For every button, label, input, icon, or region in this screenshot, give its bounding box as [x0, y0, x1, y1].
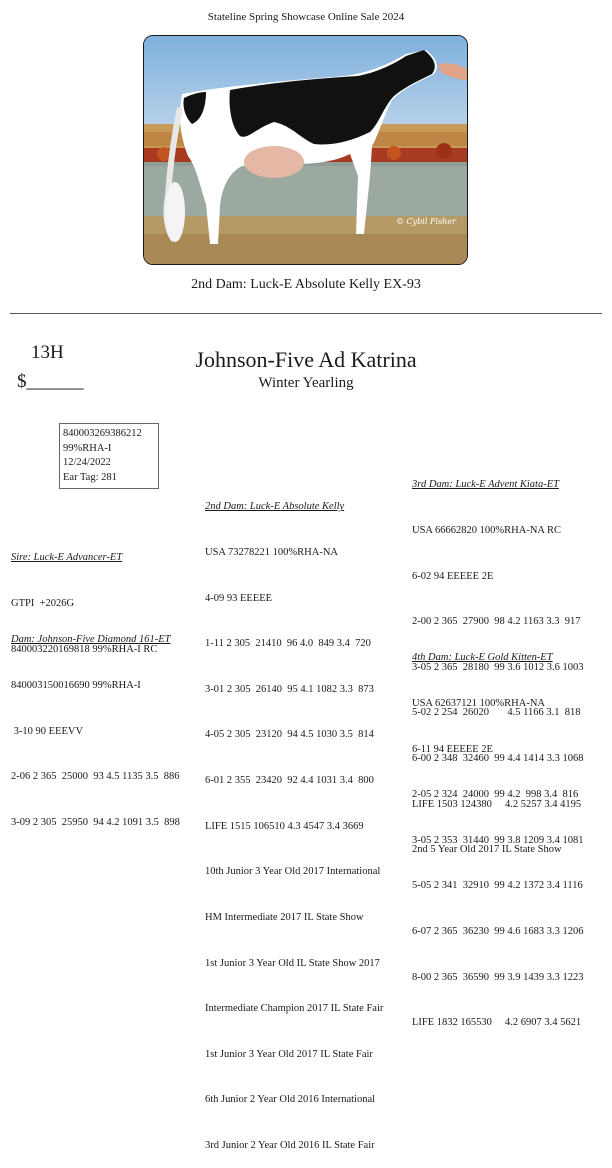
- pedigree-line: 6-00 2 348 32460 99 4.4 1414 3.3 1068: [412, 753, 584, 765]
- pedigree-line: 1st Junior 3 Year Old 2017 IL State Fair: [205, 1048, 373, 1060]
- pedigree-line: 6th Junior 2 Year Old 2016 International: [205, 1094, 376, 1106]
- pedigree-line: 2nd 5 Year Old 2017 IL State Show: [412, 844, 562, 856]
- pedigree-line: 3-05 2 365 28180 99 3.6 1012 3.6 1003: [412, 661, 584, 673]
- pedigree-line: 2-05 2 324 24000 99 4.2 998 3.4 816: [412, 789, 579, 801]
- sale-title: Stateline Spring Showcase Online Sale 2024: [207, 11, 405, 23]
- pedigree-line: 4-05 2 305 23120 94 4.5 1030 3.5 814: [205, 729, 374, 741]
- photo-caption: 2nd Dam: Luck-E Absolute Kelly EX-93: [191, 277, 421, 292]
- pedigree-line: USA 62637121 100%RHA-NA: [412, 698, 546, 710]
- pedigree-line: USA 73278221 100%RHA-NA: [205, 547, 339, 559]
- dam-heading: Dam: Johnson-Five Diamond 161-ET: [11, 634, 171, 646]
- pedigree-line: 5-05 2 341 32910 99 4.2 1372 3.4 1116: [412, 880, 583, 892]
- animal-class: Winter Yearling: [258, 375, 354, 391]
- lot-number: 13H: [31, 342, 64, 363]
- second-dam-heading: 2nd Dam: Luck-E Absolute Kelly: [205, 501, 345, 513]
- pedigree-line: 1st Junior 3 Year Old IL State Show 2017: [205, 957, 380, 969]
- birth-date: 12/24/2022: [63, 457, 111, 468]
- pedigree-line: LIFE 1832 165530 4.2 6907 3.4 5621: [412, 1017, 582, 1029]
- pedigree-line: LIFE 1515 106510 4.3 4547 3.4 3669: [205, 820, 364, 832]
- pedigree-line: 4-09 93 EEEEE: [205, 592, 273, 604]
- price-blank: $______: [17, 371, 84, 392]
- third-dam-heading: 3rd Dam: Luck-E Advent Kiata-ET: [412, 479, 559, 491]
- breed-percentage: 99%RHA-I: [63, 442, 112, 454]
- registration-number: 840003269386212: [63, 428, 142, 439]
- pedigree-line: 2-00 2 365 27900 98 4.2 1163 3.3 917: [412, 616, 581, 628]
- pedigree-line: 6-02 94 EEEEE 2E: [412, 570, 494, 582]
- pedigree-line: Intermediate Champion 2017 IL State Fair: [205, 1003, 384, 1015]
- pedigree-line: 3-05 2 353 31440 99 3.8 1209 3.4 1081: [412, 834, 584, 846]
- fourth-dam-block: [412, 620, 584, 1046]
- pedigree-line: 3rd Junior 2 Year Old 2016 IL State Fair: [205, 1139, 375, 1151]
- section-divider: [10, 313, 602, 314]
- ear-tag: Ear Tag: 281: [63, 471, 117, 483]
- pedigree-line: 1-11 2 305 21410 96 4.0 849 3.4 720: [205, 638, 371, 650]
- id-box: [59, 423, 159, 489]
- fourth-dam-heading: 4th Dam: Luck-E Gold Kitten-ET: [412, 652, 553, 664]
- pedigree-line: 840003220169818 99%RHA-I RC: [11, 643, 158, 655]
- pedigree-line: USA 66662820 100%RHA-NA RC: [412, 525, 562, 537]
- pedigree-line: LIFE 1503 124380 4.2 5257 3.4 4195: [412, 798, 582, 810]
- pedigree-line: 8-00 2 365 36590 99 3.9 1439 3.3 1223: [412, 971, 584, 983]
- pedigree-line: 6-11 94 EEEEE 2E: [412, 743, 493, 755]
- pedigree-line: 2-06 2 365 25000 93 4.5 1135 3.5 886: [11, 771, 180, 783]
- pedigree-line: 3-10 90 EEEVV: [11, 725, 84, 737]
- dam-block: [11, 602, 180, 845]
- animal-name: Johnson-Five Ad Katrina: [195, 347, 417, 372]
- pedigree-line: 5-02 2 254 26020 4.5 1166 3.1 818: [412, 707, 581, 719]
- photo-watermark: © Cybil Fisher: [396, 217, 456, 226]
- pedigree-line: 3-09 2 305 25950 94 4.2 1091 3.5 898: [11, 816, 180, 828]
- pedigree-line: 6-01 2 355 23420 92 4.4 1031 3.4 800: [205, 775, 374, 787]
- second-dam-block: [205, 469, 383, 1168]
- pedigree-line: GTPI +2026G: [11, 598, 75, 610]
- sire-heading: Sire: Luck-E Advancer-ET: [11, 552, 123, 564]
- pedigree-line: 3-01 2 305 26140 95 4.1 1082 3.3 873: [205, 683, 374, 695]
- pedigree-line: 6-07 2 365 36230 99 4.6 1683 3.3 1206: [412, 926, 584, 938]
- pedigree-line: 10th Junior 3 Year Old 2017 International: [205, 866, 381, 878]
- pedigree-line: HM Intermediate 2017 IL State Show: [205, 911, 364, 923]
- cow-photo: [143, 35, 468, 265]
- pedigree-line: 840003150016690 99%RHA-I: [11, 680, 141, 692]
